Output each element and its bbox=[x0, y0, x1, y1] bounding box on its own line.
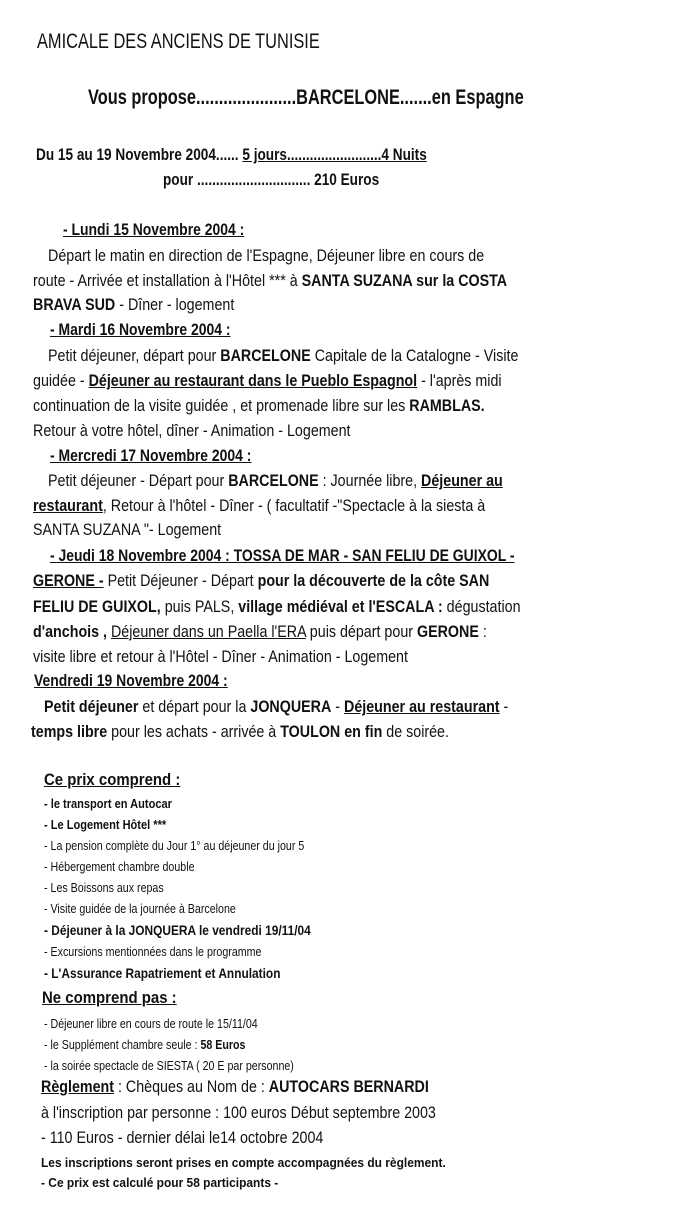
highlight-text: Déjeuner au bbox=[421, 471, 503, 490]
day-text-line bbox=[31, 722, 449, 742]
footer-note: Les inscriptions seront prises en compte accompagnées du règlement. bbox=[41, 1155, 446, 1170]
includes-item: - Hébergement chambre double bbox=[44, 859, 195, 874]
excludes-item: - la soirée spectacle de SIESTA ( 20 E par personne) bbox=[44, 1058, 294, 1073]
day-text-line bbox=[33, 295, 234, 315]
highlight-text: village médiéval et l'ESCALA : bbox=[238, 597, 447, 616]
offer-dots: ....... bbox=[399, 86, 432, 109]
text-span: de soirée. bbox=[382, 722, 449, 741]
payment-heading: Règlement bbox=[41, 1077, 115, 1096]
highlight-text: dans un Paella l'ERA bbox=[168, 622, 306, 641]
includes-item: - L'Assurance Rapatriement et Annulation bbox=[44, 965, 281, 981]
highlight-text: Déjeuner au restaurant bbox=[344, 697, 500, 716]
includes-heading: Ce prix comprend : bbox=[44, 770, 181, 789]
day-text-line bbox=[33, 371, 502, 391]
text-span: - l'après midi bbox=[417, 371, 502, 390]
highlight-text: Déjeuner au restaurant dans le Pueblo Espagnol bbox=[88, 371, 418, 390]
highlight-text: restaurant bbox=[33, 496, 103, 515]
text-span: : bbox=[478, 622, 487, 641]
includes-item: - Le Logement Hôtel *** bbox=[44, 817, 167, 832]
day-text-line: Retour à votre hôtel, dîner - Animation - Logement bbox=[33, 421, 351, 440]
dates-text: Du 15 au 19 Novembre 2004...... bbox=[36, 145, 239, 164]
text-span: : Journée libre, bbox=[318, 471, 422, 490]
price-value: 210 Euros bbox=[314, 170, 380, 189]
place-name: TOULON en fin bbox=[280, 722, 383, 741]
day-heading-mercredi: - Mercredi 17 Novembre 2004 : bbox=[50, 446, 252, 465]
text-span: Petit déjeuner bbox=[44, 697, 139, 716]
text-span: Petit déjeuner, départ pour bbox=[48, 346, 221, 365]
footer-note: - Ce prix est calculé pour 58 participants - bbox=[41, 1175, 279, 1190]
payment-line bbox=[41, 1077, 429, 1097]
day-text-line bbox=[48, 471, 503, 491]
includes-item: - Excursions mentionnées dans le programme bbox=[44, 944, 262, 959]
includes-item: - Déjeuner à la JONQUERA le vendredi 19/11/04 bbox=[44, 922, 311, 938]
text-span: guidée - bbox=[33, 371, 89, 390]
includes-item: - La pension complète du Jour 1° au déjeuner du jour 5 bbox=[44, 838, 305, 853]
highlight-text: pour la découverte de la côte SAN bbox=[257, 571, 490, 590]
offer-dots: ...................... bbox=[196, 86, 297, 109]
organization-title: AMICALE DES ANCIENS DE TUNISIE bbox=[37, 30, 320, 53]
payee-name: AUTOCARS BERNARDI bbox=[268, 1077, 429, 1096]
day-text-line: SANTA SUZANA "- Logement bbox=[33, 520, 222, 539]
includes-item: - le transport en Autocar bbox=[44, 796, 172, 811]
text-span: Petit déjeuner - Départ pour bbox=[48, 471, 229, 490]
payment-line: - 110 Euros - dernier délai le14 octobre 2004 bbox=[41, 1128, 324, 1147]
day-text-line: Départ le matin en direction de l'Espagne, Déjeuner libre en cours de bbox=[48, 246, 485, 265]
text-span: et départ pour la bbox=[138, 697, 251, 716]
duration-text: 5 jours.........................4 Nuits bbox=[242, 145, 427, 164]
excludes-item: - Déjeuner libre en cours de route le 15/11/04 bbox=[44, 1016, 258, 1031]
price-prefix: pour .............................. bbox=[163, 170, 311, 189]
trip-dates bbox=[36, 145, 427, 165]
day-heading-lundi: - Lundi 15 Novembre 2004 : bbox=[63, 220, 245, 239]
offer-line bbox=[88, 86, 524, 110]
text-span: - le Supplément chambre seule : bbox=[44, 1037, 201, 1052]
text-span: - Dîner - logement bbox=[115, 295, 235, 314]
day-text-line bbox=[33, 622, 487, 642]
text-span: : Chèques au Nom de : bbox=[114, 1077, 269, 1096]
day-heading-jeudi: - Jeudi 18 Novembre 2004 : TOSSA DE MAR - SAN FELIU DE GUIXOL - bbox=[50, 546, 515, 565]
supplement-price: 58 Euros bbox=[200, 1037, 246, 1052]
day-heading-vendredi: Vendredi 19 Novembre 2004 : bbox=[34, 671, 228, 690]
offer-prefix: Vous propose bbox=[88, 86, 197, 109]
place-name: RAMBLAS. bbox=[409, 396, 485, 415]
text-span: , Retour à l'hôtel - Dîner - ( facultatif -"Spectacle à la siesta à bbox=[102, 496, 486, 515]
text-span: dégustation bbox=[446, 597, 521, 616]
place-name: BARCELONE bbox=[220, 346, 311, 365]
text-span: continuation de la visite guidée , et promenade libre sur les bbox=[33, 396, 410, 415]
day-text-line bbox=[44, 697, 508, 717]
day-text-line bbox=[33, 597, 521, 617]
day-text-line bbox=[33, 396, 485, 416]
text-span: Petit Déjeuner - Départ bbox=[103, 571, 258, 590]
includes-item: - Visite guidée de la journée à Barcelone bbox=[44, 901, 236, 916]
day-text-line bbox=[33, 571, 489, 591]
trip-price bbox=[163, 170, 379, 190]
text-span: temps libre bbox=[31, 722, 108, 741]
highlight-text: d'anchois , bbox=[33, 622, 111, 641]
day-heading-mardi: - Mardi 16 Novembre 2004 : bbox=[50, 320, 231, 339]
place-name: FELIU DE GUIXOL, bbox=[33, 597, 165, 616]
day-text-line bbox=[33, 496, 485, 516]
highlight-text: GERONE - bbox=[33, 571, 104, 590]
payment-line: à l'inscription par personne : 100 euros Début septembre 2003 bbox=[41, 1103, 436, 1122]
day-text-line bbox=[48, 346, 518, 366]
text-span: route - Arrivée et installation à l'Hôtel *** à bbox=[33, 271, 302, 290]
text-span: Capitale de la Catalogne - Visite bbox=[310, 346, 519, 365]
text-span: pour les achats - arrivée à bbox=[107, 722, 281, 741]
day-text-line: visite libre et retour à l'Hôtel - Dîner - Animation - Logement bbox=[33, 647, 408, 666]
highlight-text: Déjeuner bbox=[110, 622, 169, 641]
place-name: GERONE bbox=[416, 622, 479, 641]
place-name: SANTA SUZANA sur la COSTA bbox=[301, 271, 508, 290]
excludes-item bbox=[44, 1037, 245, 1052]
text-span: puis PALS, bbox=[164, 597, 239, 616]
text-span: puis départ pour bbox=[305, 622, 417, 641]
place-name: JONQUERA bbox=[250, 697, 332, 716]
text-span: - bbox=[499, 697, 509, 716]
excludes-heading: Ne comprend pas : bbox=[42, 988, 177, 1007]
place-name: BRAVA SUD bbox=[33, 295, 116, 314]
place-name: BARCELONE bbox=[228, 471, 319, 490]
destination: BARCELONE bbox=[296, 86, 400, 109]
text-span: - bbox=[331, 697, 345, 716]
includes-item: - Les Boissons aux repas bbox=[44, 880, 164, 895]
country: en Espagne bbox=[431, 86, 524, 109]
day-text-line bbox=[33, 271, 507, 291]
